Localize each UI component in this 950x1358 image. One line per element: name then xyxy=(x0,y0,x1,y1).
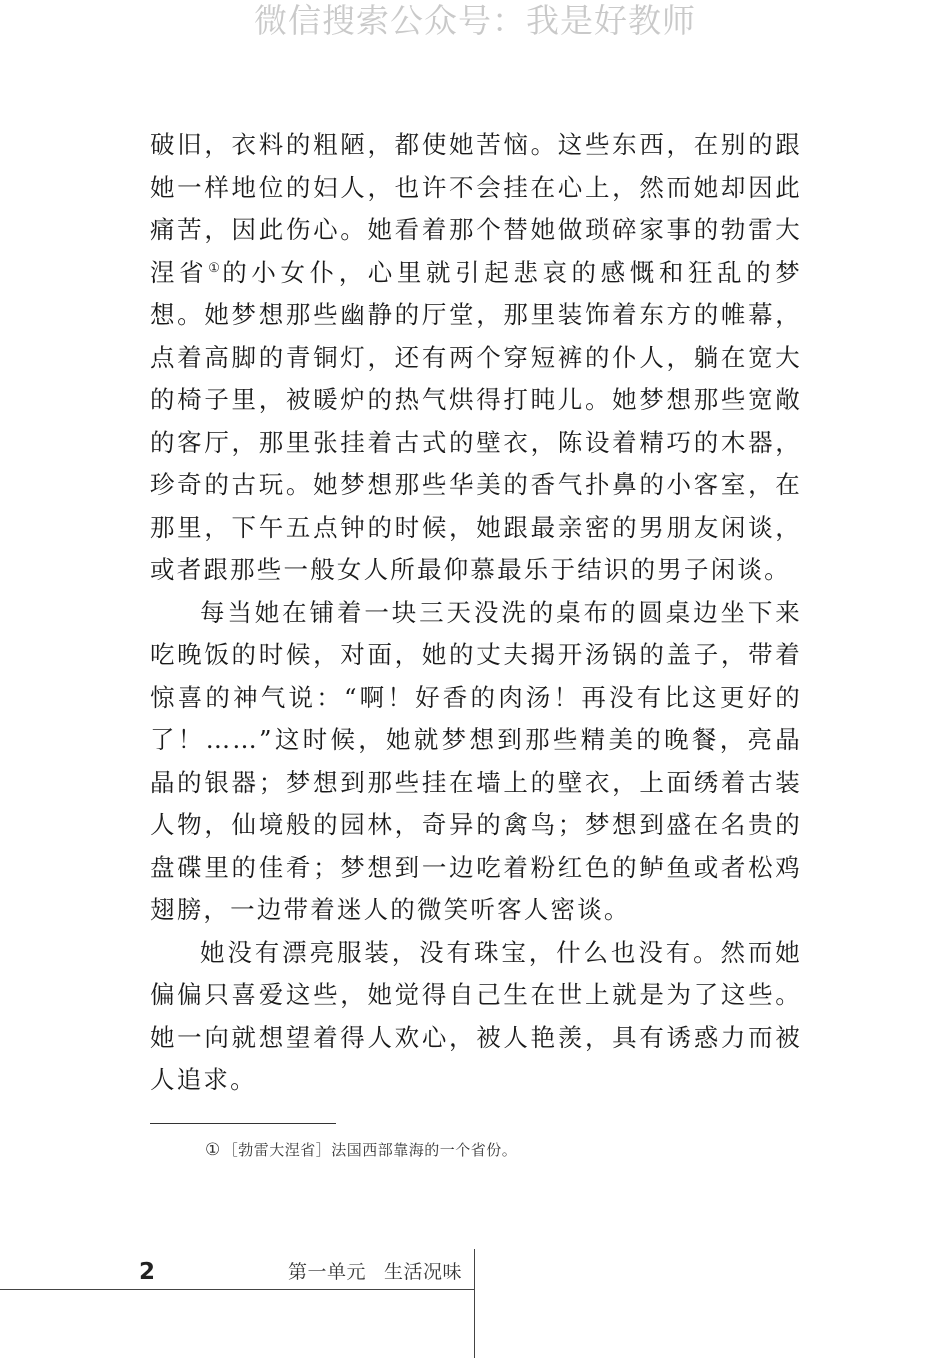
watermark: 微信搜索公众号：我是好教师 xyxy=(254,1,696,40)
page-number: 2 xyxy=(139,1259,156,1285)
footnote-divider xyxy=(150,1123,336,1124)
footnote-mark: ① xyxy=(205,1140,221,1160)
paragraph-1 xyxy=(150,124,802,592)
footer-horizontal-rule xyxy=(0,1289,474,1290)
body-text xyxy=(150,124,802,1102)
footer-vertical-rule xyxy=(474,1249,475,1358)
unit-title: 生活况味 xyxy=(384,1261,463,1283)
running-footer xyxy=(288,1259,462,1285)
footnote-text: ［勃雷大涅省］法国西部靠海的一个省份。 xyxy=(222,1141,518,1159)
paragraph-2: 每当她在铺着一块三天没洗的桌布的圆桌边坐下来吃晚饭的时候，对面，她的丈夫揭开汤锅的盖子，带着惊喜的神气说：“啊！好香的肉汤！再没有比这更好的了！……”这时候，她就梦想到那些精美的晚餐，亮晶晶的银器；梦想到那些挂在墙上的壁衣，上面绣着古装人物，仙境般的园林，奇异的禽鸟；梦想到盛在名贵的盘碟里的佳肴；梦想到一边吃着粉红色的鲈鱼或者松鸡翅膀，一边带着迷人的微笑听客人密谈。 xyxy=(150,597,802,924)
footnote-reference[interactable]: ① xyxy=(208,260,223,276)
paragraph-1-text-a: 破旧，衣料的粗陋，都使她苦恼。这些东西，在别的跟她一样地位的妇人，也许不会挂在心上，然而她却因此痛苦，因此伤心。她看着那个替她做琐碎家事的勃雷大涅省 xyxy=(150,130,802,287)
footnote xyxy=(205,1139,765,1161)
paragraph-1-text-b: 的小女仆，心里就引起悲哀的感慨和狂乱的梦想。她梦想那些幽静的厅堂，那里装饰着东方的帷幕，点着高脚的青铜灯，还有两个穿短裤的仆人，躺在宽大的椅子里，被暖炉的热气烘得打盹儿。她梦想那些宽敞的客厅，那里张挂着古式的壁衣，陈设着精巧的木器，珍奇的古玩。她梦想那些华美的香气扑鼻的小客室，在那里，下午五点钟的时候，她跟最亲密的男朋友闲谈，或者跟那些一般女人所最仰慕最乐于结识的男子闲谈。 xyxy=(150,257,802,584)
unit-label: 第一单元 xyxy=(288,1261,367,1283)
paragraph-3: 她没有漂亮服装，没有珠宝，什么也没有。然而她偏偏只喜爱这些，她觉得自己生在世上就是为了这些。她一向就想望着得人欢心，被人艳羡，具有诱惑力而被人追求。 xyxy=(150,937,802,1094)
